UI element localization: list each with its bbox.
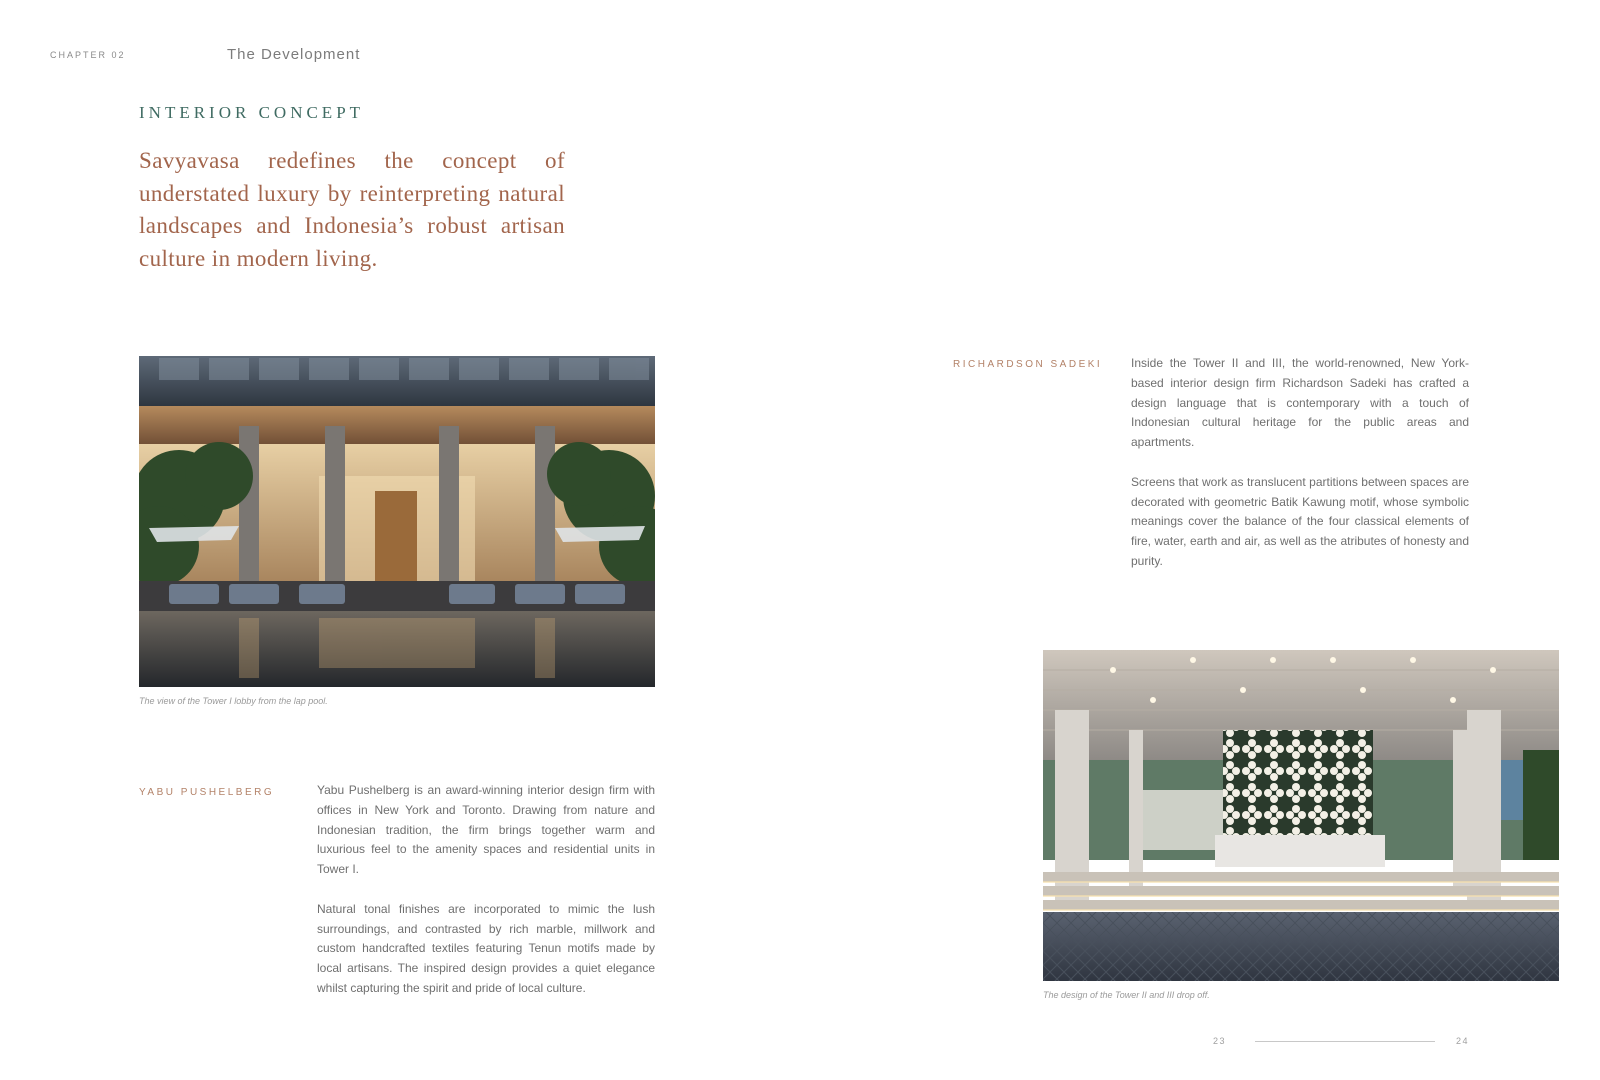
designer-name-yabu-pushelberg: YABU PUSHELBERG: [139, 787, 275, 798]
paragraph: Screens that work as translucent partitions between spaces are decorated with geometric Batik Kawung motif, whose symbolic meanings cover the balance of the four classical elements of fire, water, earth and air, as well as the atributes of honesty and purity.: [1131, 474, 1469, 568]
section-heading: INTERIOR CONCEPT: [139, 103, 365, 122]
paragraph: Yabu Pushelberg is an award-winning interior design firm with offices in New York and Toronto. Drawing from nature and Indonesian tradition, the firm brings together warm and luxurious feel to the amenity spaces and residential units in Tower I.: [317, 783, 655, 877]
paragraph: Inside the Tower II and III, the world-renowned, New York-based interior design firm Richardson Sadeki has crafted a design language that is contemporary with a touch of Indonesian cultural heritage for the public areas and apartments.: [1131, 356, 1469, 450]
page-number-left: 23: [1213, 1036, 1227, 1046]
chapter-label: CHAPTER 02: [50, 50, 126, 60]
designer-description-yabu-pushelberg: [317, 781, 655, 1019]
page-divider-line: [1255, 1041, 1435, 1042]
page-number-right: 24: [1456, 1036, 1470, 1046]
paragraph: Natural tonal finishes are incorporated to mimic the lush surroundings, and contrasted by rich marble, millwork and custom handcrafted textiles featuring Tenun motifs made by local artisans. The inspired design provides a quiet elegance whilst capturing the spirit and pride of local culture.: [317, 901, 655, 995]
lede-paragraph: Savyavasa redefines the concept of understated luxury by reinterpreting natural landscapes and Indonesia’s robust artisan culture in modern living.: [139, 148, 565, 271]
designer-description-richardson-sadeki: [1131, 354, 1469, 592]
designer-name-richardson-sadeki: RICHARDSON SADEKI: [953, 359, 1103, 370]
figure-caption-tower-one: The view of the Tower I lobby from the lap pool.: [139, 696, 328, 706]
photo-tower-one-lobby: [139, 356, 655, 687]
chapter-title: The Development: [227, 46, 361, 63]
photo-tower-two-three-drop-off: [1043, 650, 1559, 981]
figure-caption-tower-two-three: The design of the Tower II and III drop off.: [1043, 990, 1210, 1000]
